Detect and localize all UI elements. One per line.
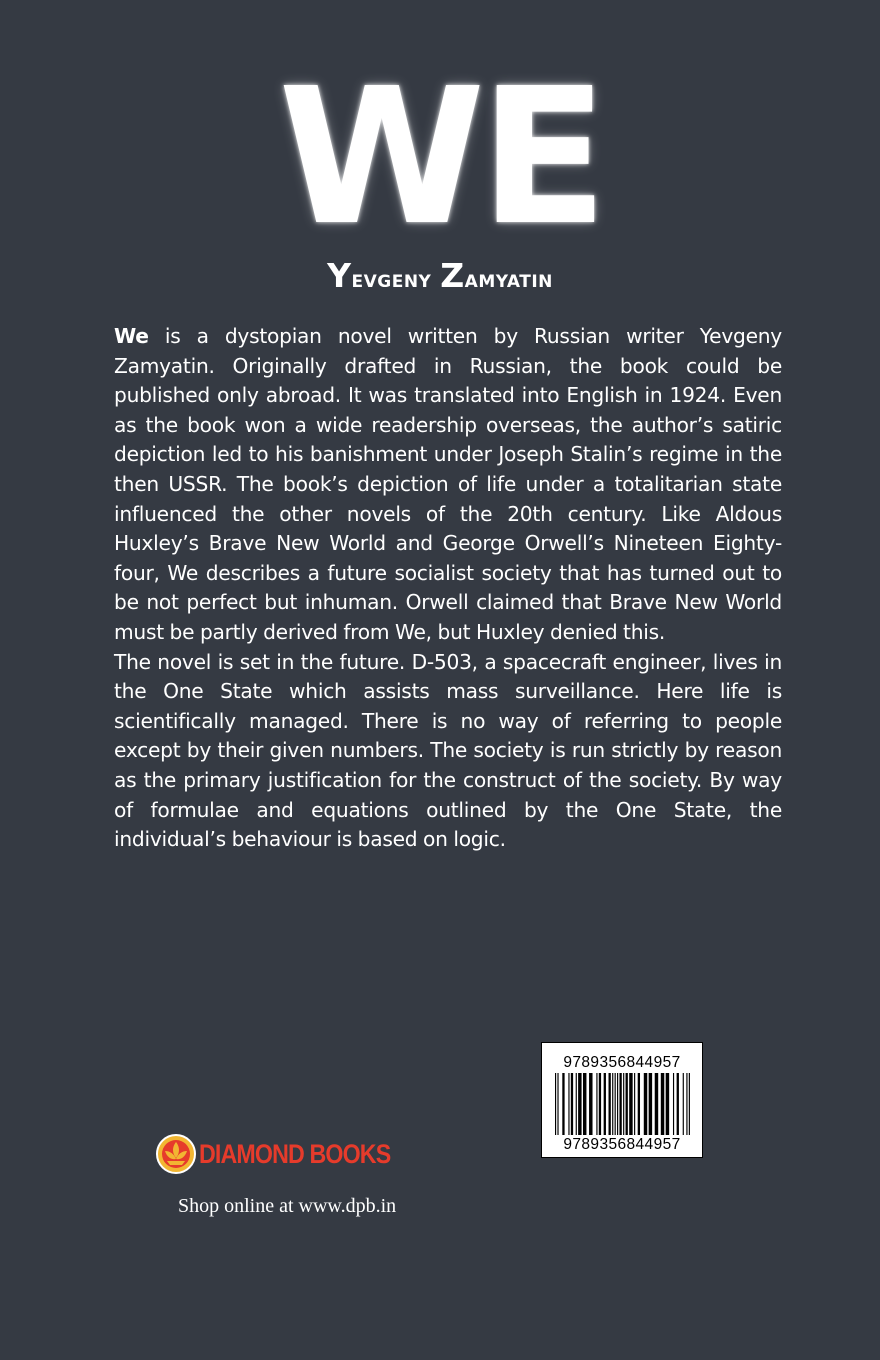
barcode-bar [612, 1073, 613, 1135]
barcode-bar [623, 1073, 624, 1135]
barcode-bar [596, 1073, 597, 1135]
barcode-bar [638, 1073, 640, 1135]
isbn-number-bottom: 9789356844957 [563, 1136, 681, 1153]
author-last-rest: amyatin [464, 265, 553, 293]
barcode-bar [609, 1073, 611, 1135]
barcode-bar [644, 1073, 647, 1135]
blurb [114, 322, 782, 855]
barcode-bar [649, 1073, 652, 1135]
barcode-bar [604, 1073, 606, 1135]
author-first-initial: Y [327, 256, 352, 295]
barcode-bar [689, 1073, 690, 1135]
author-name [0, 254, 880, 301]
barcode-bar [686, 1073, 687, 1135]
barcode-bar [576, 1073, 577, 1135]
barcode-bar [617, 1073, 618, 1135]
barcode-bar [629, 1073, 632, 1135]
publisher-logo-text: DIAMOND BOOKS [199, 1139, 391, 1169]
barcode-bars [555, 1073, 690, 1135]
isbn-barcode [541, 1042, 703, 1158]
barcode-bar [634, 1073, 635, 1135]
barcode-bar [555, 1073, 556, 1135]
barcode-bar [619, 1073, 621, 1135]
blurb-paragraph-1-text: is a dystopian novel written by Russian writer Yevgeny Zamyatin. Originally drafted in Russian, the book could be published only abroad. It was translated into English in 1924. Even as the book won a wide readership overseas, the author’s satiric depiction led to his banishment under Joseph Stalin’s regime in the then USSR. The book’s depiction of life under a totalitarian state influenced the other novels of the 20th century. Like Aldous Huxley’s Brave New World and George Orwell’s Nineteen Eighty-four, We describes a future socialist society that has turned out to be not perfect but inhuman. Orwell claimed that Brave New World must be partly derived from We, but Huxley denied this. [114, 324, 782, 644]
author-first-rest: evgeny [351, 265, 432, 293]
barcode-bar [562, 1073, 564, 1135]
barcode-bar [571, 1073, 573, 1135]
barcode-bar [599, 1073, 601, 1135]
barcode-bar [677, 1073, 679, 1135]
barcode-bar [583, 1073, 586, 1135]
blurb-paragraph-2: The novel is set in the future. D-503, a spacecraft engineer, lives in the One State which assists mass surveillance. Here life is scientifically managed. There is no way of referring to people except by their given numbers. The society is run strictly by reason as the primary justification for the construct of the society. By way of formulae and equations outlined by the One State, the individual’s behaviour is based on logic. [114, 649, 782, 852]
blurb-paragraph-1 [114, 322, 782, 648]
lotus-emblem-icon [155, 1133, 197, 1175]
barcode-bar [626, 1073, 628, 1135]
shop-online-text: Shop online at www.dpb.in [178, 1195, 397, 1217]
barcode-bar [589, 1073, 592, 1135]
barcode-bar [655, 1073, 658, 1135]
publisher-logo [155, 1133, 405, 1175]
barcode-bar [673, 1073, 674, 1135]
barcode-bar [661, 1073, 664, 1135]
author-last-initial: Z [440, 256, 465, 295]
isbn-number-top: 9789356844957 [563, 1054, 681, 1071]
barcode-bar [578, 1073, 581, 1135]
book-title: WE [278, 48, 602, 267]
barcode-bar [568, 1073, 569, 1135]
barcode-bar [683, 1073, 684, 1135]
barcode-bar [557, 1073, 558, 1135]
barcode-bar [666, 1073, 669, 1135]
blurb-lead-word: We [114, 324, 149, 348]
barcode-bar [615, 1073, 616, 1135]
